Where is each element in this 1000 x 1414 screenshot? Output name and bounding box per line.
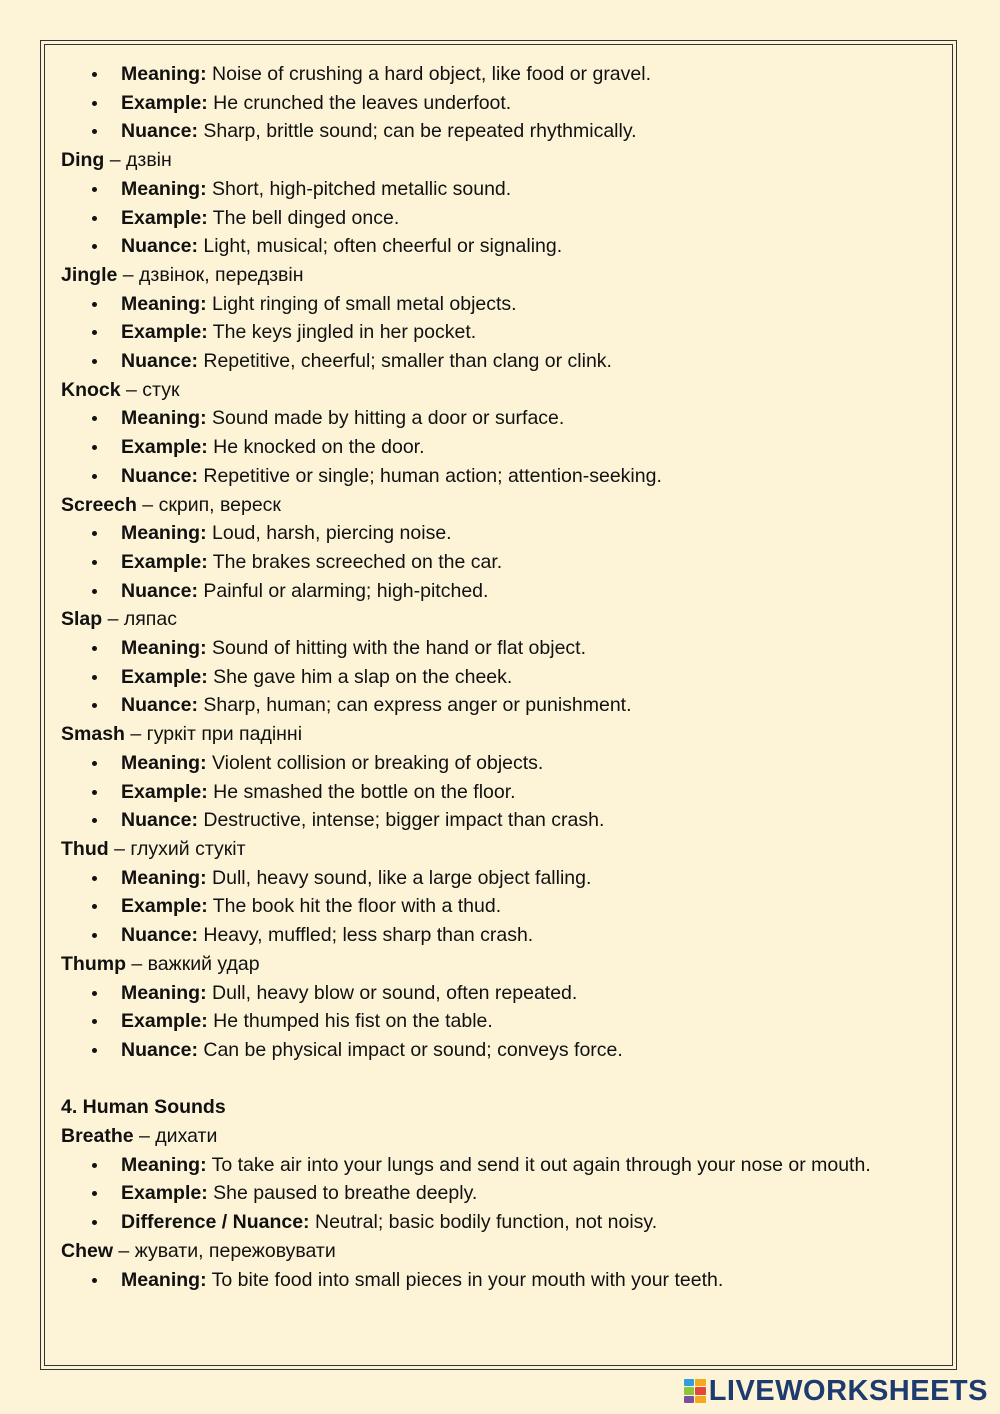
entry-bullet-list bbox=[61, 1266, 931, 1295]
list-item bbox=[121, 462, 931, 491]
bullet-label: Example: bbox=[121, 206, 208, 229]
bullet-text: Short, high-pitched metallic sound. bbox=[206, 177, 512, 200]
bullet-label: Meaning: bbox=[121, 63, 207, 85]
bullet-label: Meaning: bbox=[121, 177, 207, 200]
entry-word: Breathe bbox=[61, 1125, 134, 1147]
sound-entries-list bbox=[61, 60, 931, 1065]
section-title: 4. Human Sounds bbox=[61, 1096, 226, 1119]
brand-name: LIVEWORKSHEETS bbox=[708, 1374, 988, 1407]
bullet-label: Nuance: bbox=[121, 235, 198, 258]
liveworksheets-logo-icon bbox=[684, 1379, 706, 1403]
logo-block bbox=[695, 1379, 706, 1386]
bullet-text: Dull, heavy blow or sound, often repeated. bbox=[206, 981, 578, 1004]
entry-bullet-list bbox=[61, 634, 931, 720]
list-item bbox=[121, 921, 931, 950]
bullet-text: Repetitive or single; human action; attention-seeking. bbox=[197, 464, 662, 487]
bullet-text: Sound of hitting with the hand or flat object. bbox=[206, 637, 587, 660]
bullet-text: Sharp, human; can express anger or punishment. bbox=[197, 694, 632, 717]
entry-word: Screech bbox=[61, 493, 137, 516]
bullet-label: Difference / Nuance: bbox=[121, 1211, 310, 1234]
list-item bbox=[121, 979, 931, 1008]
list-item bbox=[121, 347, 931, 376]
bullet-text: Loud, harsh, piercing noise. bbox=[206, 522, 452, 545]
logo-block bbox=[684, 1387, 695, 1394]
bullet-text: He thumped his fist on the table. bbox=[207, 1010, 493, 1033]
list-item bbox=[121, 663, 931, 692]
entry-bullet-list bbox=[61, 290, 931, 376]
list-item bbox=[121, 1179, 931, 1208]
bullet-text: He knocked on the door. bbox=[207, 436, 425, 459]
list-item bbox=[121, 1007, 931, 1036]
entry-bullet-list bbox=[61, 1151, 931, 1237]
bullet-label: Meaning: bbox=[121, 866, 207, 889]
list-item bbox=[121, 204, 931, 233]
bullet-text: Repetitive, cheerful; smaller than clang or clink. bbox=[197, 350, 612, 373]
entry-bullet-list bbox=[61, 519, 931, 605]
bullet-label: Example: bbox=[121, 436, 208, 459]
entry-heading bbox=[61, 376, 931, 405]
bullet-label: Nuance: bbox=[121, 464, 198, 487]
bullet-text: Painful or alarming; high-pitched. bbox=[197, 579, 489, 602]
bullet-text: Neutral; basic bodily function, not noisy. bbox=[309, 1211, 658, 1234]
brand-logo[interactable] bbox=[684, 1374, 988, 1408]
entry-translation: – дзвін bbox=[104, 149, 172, 172]
bullet-text: Violent collision or breaking of objects. bbox=[206, 751, 544, 774]
entry-translation: – скрип, вереск bbox=[136, 493, 281, 516]
list-item bbox=[121, 404, 931, 433]
section-spacer bbox=[61, 1065, 931, 1094]
list-item bbox=[121, 548, 931, 577]
logo-block bbox=[695, 1387, 706, 1394]
bullet-text: Dull, heavy sound, like a large object falling. bbox=[206, 866, 592, 889]
bullet-label: Nuance: bbox=[121, 1038, 198, 1061]
entry-word: Ding bbox=[61, 149, 105, 172]
bullet-text: The keys jingled in her pocket. bbox=[207, 321, 477, 344]
list-item bbox=[121, 60, 931, 89]
entry-heading bbox=[61, 835, 931, 864]
bullet-label: Nuance: bbox=[121, 120, 198, 143]
entry-heading bbox=[61, 720, 931, 749]
list-item bbox=[121, 89, 931, 118]
bullet-label: Nuance: bbox=[121, 809, 198, 832]
entry-heading bbox=[61, 261, 931, 290]
bullet-label: Meaning: bbox=[121, 751, 207, 774]
bullet-text: Light ringing of small metal objects. bbox=[206, 292, 517, 315]
bullet-label: Example: bbox=[121, 550, 208, 573]
list-item bbox=[121, 892, 931, 921]
bullet-text: He smashed the bottle on the floor. bbox=[207, 780, 516, 803]
human-sounds-entries-list bbox=[61, 1122, 931, 1294]
entry-translation: – ляпас bbox=[102, 608, 177, 631]
entry-heading bbox=[61, 146, 931, 175]
bullet-label: Meaning: bbox=[121, 522, 207, 545]
entry-word: Smash bbox=[61, 723, 125, 746]
list-item bbox=[121, 778, 931, 807]
bullet-label: Nuance: bbox=[121, 924, 198, 947]
entry-bullet-list bbox=[61, 749, 931, 835]
entry-word: Slap bbox=[61, 608, 103, 631]
entry-word: Jingle bbox=[61, 263, 118, 286]
bullet-text: Sharp, brittle sound; can be repeated rhythmically. bbox=[197, 120, 637, 143]
logo-block bbox=[695, 1396, 706, 1403]
worksheet-content bbox=[61, 60, 931, 1294]
entry-bullet-list bbox=[61, 60, 931, 146]
list-item bbox=[121, 1208, 931, 1237]
list-item bbox=[121, 634, 931, 663]
bullet-text: She paused to breathe deeply. bbox=[207, 1182, 478, 1205]
bullet-text: The book hit the floor with a thud. bbox=[207, 895, 502, 918]
entry-word: Chew bbox=[61, 1239, 114, 1262]
entry-heading bbox=[61, 605, 931, 634]
bullet-text: Sound made by hitting a door or surface. bbox=[206, 407, 565, 430]
entry-translation: – важкий удар bbox=[125, 952, 260, 975]
entry-translation: – жувати, пережовувати bbox=[113, 1239, 336, 1262]
bullet-label: Example: bbox=[121, 91, 208, 114]
bullet-label: Nuance: bbox=[121, 579, 198, 602]
bullet-text: He crunched the leaves underfoot. bbox=[207, 91, 512, 114]
bullet-label: Meaning: bbox=[121, 1153, 207, 1176]
entry-heading bbox=[61, 1237, 931, 1266]
list-item bbox=[121, 433, 931, 462]
list-item bbox=[121, 318, 931, 347]
list-item bbox=[121, 117, 931, 146]
list-item bbox=[121, 1036, 931, 1065]
entry-bullet-list bbox=[61, 864, 931, 950]
list-item bbox=[121, 864, 931, 893]
entry-bullet-list bbox=[61, 404, 931, 490]
entry-translation: – глухий стукіт bbox=[108, 837, 246, 860]
bullet-text: The brakes screeched on the car. bbox=[207, 550, 503, 573]
entry-bullet-list bbox=[61, 979, 931, 1065]
list-item bbox=[121, 232, 931, 261]
entry-heading bbox=[61, 1122, 931, 1151]
bullet-text: Destructive, intense; bigger impact than crash. bbox=[197, 809, 605, 832]
bullet-label: Meaning: bbox=[121, 637, 207, 660]
bullet-label: Example: bbox=[121, 665, 208, 688]
entry-word: Thump bbox=[61, 952, 126, 975]
logo-block bbox=[684, 1379, 695, 1386]
entry-translation: – стук bbox=[120, 378, 180, 401]
list-item bbox=[121, 1151, 931, 1180]
list-item bbox=[121, 691, 931, 720]
bullet-label: Nuance: bbox=[121, 350, 198, 373]
list-item bbox=[121, 519, 931, 548]
bullet-label: Nuance: bbox=[121, 694, 198, 717]
bullet-text: Noise of crushing a hard object, like food or gravel. bbox=[206, 63, 651, 85]
bullet-text: She gave him a slap on the cheek. bbox=[207, 665, 513, 688]
bullet-text: Can be physical impact or sound; conveys force. bbox=[197, 1038, 623, 1061]
bullet-text: Heavy, muffled; less sharp than crash. bbox=[197, 924, 534, 947]
entry-word: Knock bbox=[61, 378, 121, 401]
bullet-label: Example: bbox=[121, 780, 208, 803]
bullet-label: Meaning: bbox=[121, 981, 207, 1004]
bullet-label: Meaning: bbox=[121, 1268, 207, 1291]
list-item bbox=[121, 1266, 931, 1295]
bullet-text: To bite food into small pieces in your mouth with your teeth. bbox=[206, 1268, 724, 1291]
entry-heading bbox=[61, 491, 931, 520]
entry-translation: – гуркіт при падінні bbox=[124, 723, 303, 746]
bullet-label: Meaning: bbox=[121, 292, 207, 315]
bullet-text: Light, musical; often cheerful or signaling. bbox=[197, 235, 563, 258]
bullet-text: To take air into your lungs and send it out again through your nose or mouth. bbox=[206, 1153, 871, 1176]
entry-word: Thud bbox=[61, 837, 109, 860]
entry-translation: – дихати bbox=[133, 1125, 218, 1147]
bullet-label: Example: bbox=[121, 321, 208, 344]
bullet-text: The bell dinged once. bbox=[207, 206, 400, 229]
entry-bullet-list bbox=[61, 175, 931, 261]
bullet-label: Meaning: bbox=[121, 407, 207, 430]
bullet-label: Example: bbox=[121, 1182, 208, 1205]
list-item bbox=[121, 290, 931, 319]
list-item bbox=[121, 749, 931, 778]
entry-translation: – дзвінок, передзвін bbox=[117, 263, 304, 286]
list-item bbox=[121, 806, 931, 835]
list-item bbox=[121, 577, 931, 606]
bullet-label: Example: bbox=[121, 1010, 208, 1033]
entry-heading bbox=[61, 950, 931, 979]
bullet-label: Example: bbox=[121, 895, 208, 918]
logo-block bbox=[684, 1396, 695, 1403]
list-item bbox=[121, 175, 931, 204]
